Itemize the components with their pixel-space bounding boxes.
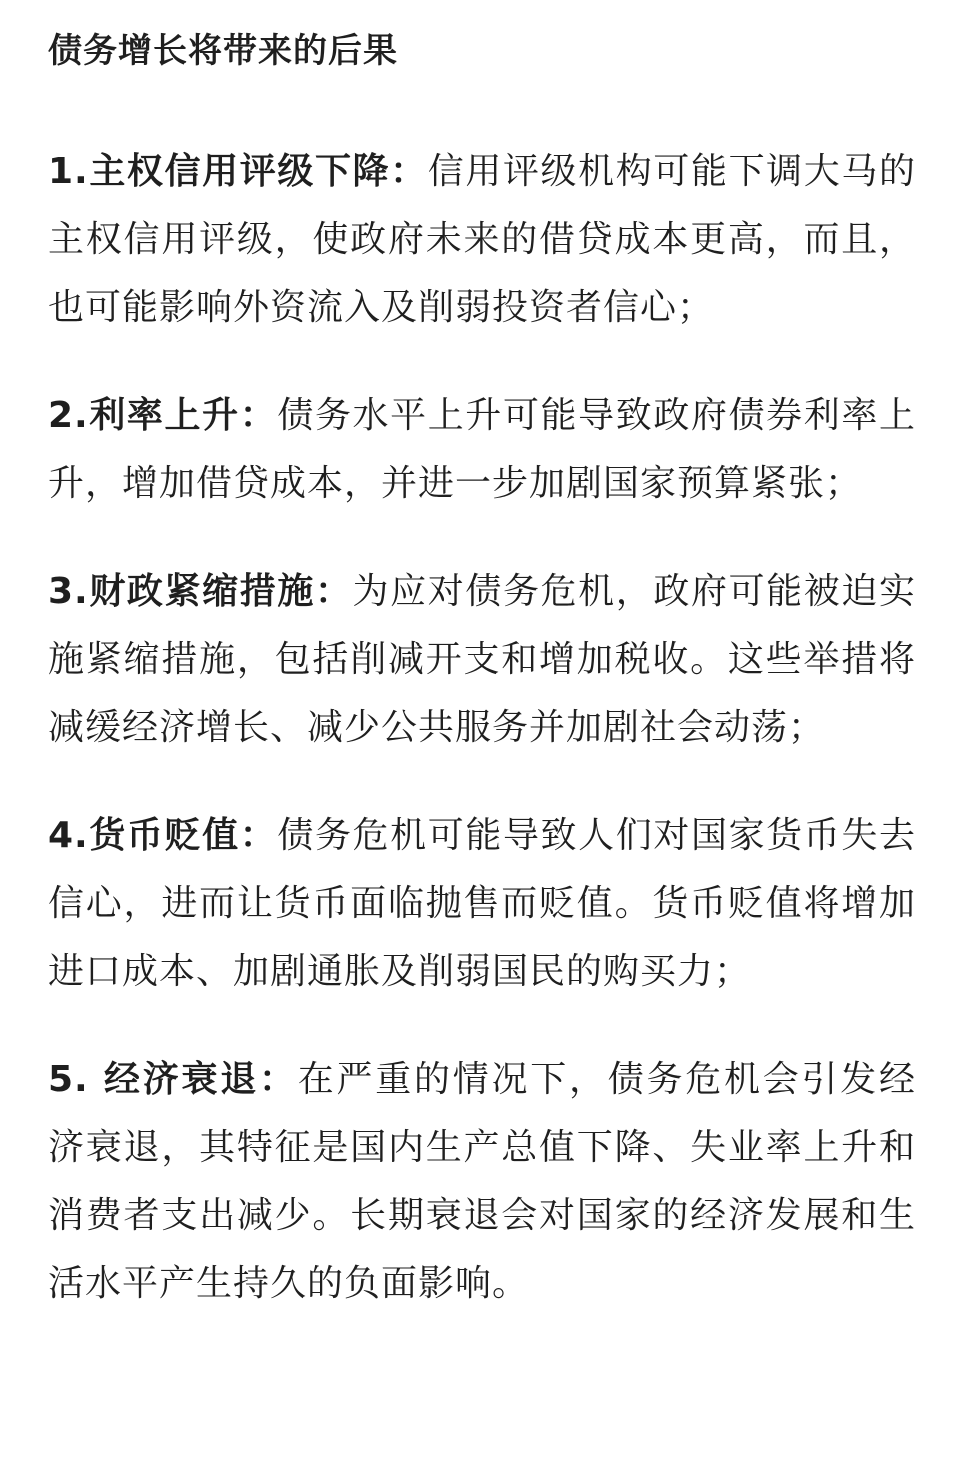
consequence-body: 债务危机可能导致人们对国家货币失去信心，进而让货币面临抛售而贬值。货币贬值将增加进口成本、加剧通胀及削弱国民的购买力；: [48, 815, 916, 992]
consequence-heading: 2.利率上升：: [48, 395, 278, 436]
article-title: 债务增长将带来的后果: [48, 31, 398, 71]
consequence-heading: 4.货币贬值：: [48, 815, 278, 856]
consequence-heading: 1.主权信用评级下降：: [48, 151, 428, 192]
consequence-body: 在严重的情况下，债务危机会引发经济衰退，其特征是国内生产总值下降、失业率上升和消费者支出减少。长期衰退会对国家的经济发展和生活水平产生持久的负面影响。: [48, 1059, 916, 1304]
consequence-item-1: [48, 138, 916, 342]
consequence-body: 为应对债务危机，政府可能被迫实施紧缩措施，包括削减开支和增加税收。这些举措将减缓经济增长、减少公共服务并加剧社会动荡；: [48, 571, 916, 748]
consequence-heading: 3.财政紧缩措施：: [48, 571, 353, 612]
consequence-heading: 5. 经济衰退：: [48, 1059, 298, 1100]
consequence-item-3: [48, 558, 916, 762]
consequence-item-4: [48, 802, 916, 1006]
consequence-body: 信用评级机构可能下调大马的主权信用评级，使政府未来的借贷成本更高，而且，也可能影响外资流入及削弱投资者信心；: [48, 151, 916, 328]
consequence-item-2: [48, 382, 916, 518]
consequence-item-5: [48, 1046, 916, 1318]
consequence-body: 债务水平上升可能导致政府债券利率上升，增加借贷成本，并进一步加剧国家预算紧张；: [48, 395, 916, 504]
